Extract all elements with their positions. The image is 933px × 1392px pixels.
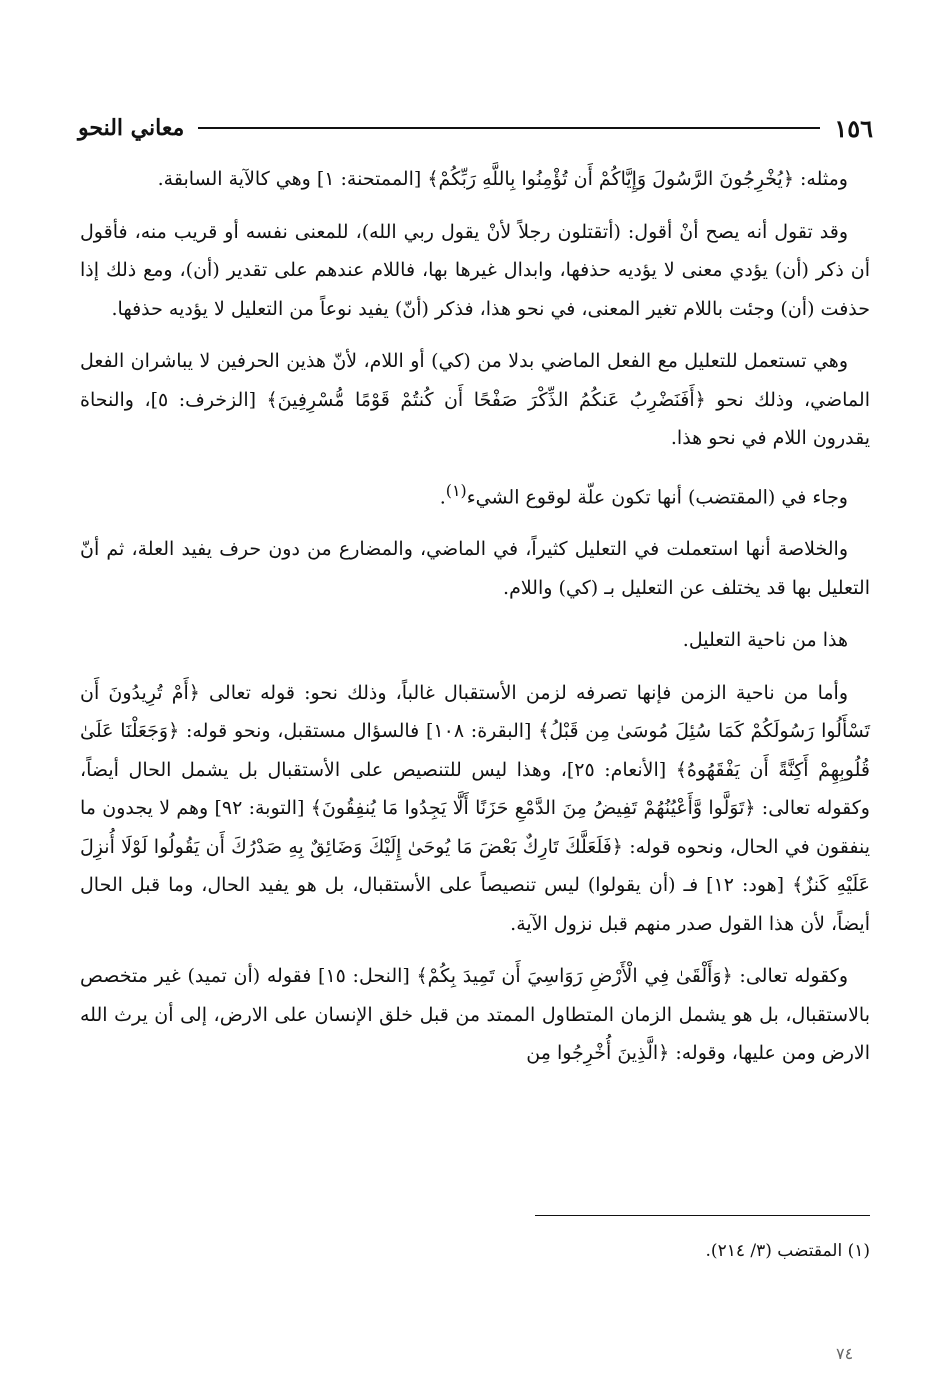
footnote-rule [535, 1215, 870, 1216]
paragraph-2: وقد تقول أنه يصح أنْ أقول: (أتقتلون رجلاً لأنْ يقول ربي الله)، للمعنى نفسه أو قريب منه، فأقول أن ذكر (أن) يؤدي معنى لا يؤديه حذفها، وابدال غيرها بها، فاللام عندهم على تقدير (أن)، ومع ذلك إذا حذفت (أن) وجئت باللام تغير المعنى، في نحو هذا، فذكر (أنّ) يفيد نوعاً من التعليل لا يؤديه حذفها. [80, 220, 870, 320]
paragraph-1: ومثله: ﴿يُخْرِجُونَ الرَّسُولَ وَإِيَّاكُمْ أَن تُؤْمِنُوا بِاللَّهِ رَبِّكُمْ﴾ [الممتحنة: ١] وهي كالآية السابقة. [157, 168, 848, 190]
page-header [78, 108, 873, 148]
body-text [80, 160, 870, 1087]
paragraph-4-text: وجاء في (المقتضب) أنها تكون علّة لوقوع الشيء [466, 485, 848, 508]
paragraph-5: والخلاصة أنها استعملت في التعليل كثيراً، في الماضي، والمضارع من دون حرف يفيد العلة، ثم أنّ التعليل بها قد يختلف عن التعليل بـ (كي) واللام. [80, 538, 870, 599]
footnote-reference: (١) [445, 480, 467, 500]
book-title: معاني النحو [78, 115, 185, 141]
page-number: ١٥٦ [834, 113, 873, 143]
folio-mark: ٧٤ [836, 1344, 854, 1363]
paragraph-8: وكقوله تعالى: ﴿وَأَلْقَىٰ فِي الْأَرْضِ رَوَاسِيَ أَن تَمِيدَ بِكُمْ﴾ [النحل: ١٥] فقوله (أن تميد) غير متخصص بالاستقبال، بل هو يشمل الزمان المتطاول الممتد من قبل خلق الإنسان على الارض، إلى أن يرث الله الارض ومن عليها، وقوله: ﴿الَّذِينَ أُخْرِجُوا مِن [80, 965, 870, 1065]
footnote: (١) المقتضب (٣/ ٢١٤). [705, 1241, 870, 1261]
paragraph-7: وأما من ناحية الزمن فإنها تصرفه لزمن الأستقبال غالباً، وذلك نحو: قوله تعالى ﴿أَمْ تُرِيدُونَ أَن تَسْأَلُوا رَسُولَكُمْ كَمَا سُئِلَ مُوسَىٰ مِن قَبْلُ﴾ [البقرة: ١٠٨] فالسؤال مستقبل، ونحو قوله: ﴿وَجَعَلْنَا عَلَىٰ قُلُوبِهِمْ أَكِنَّةً أَن يَفْقَهُوهُ﴾ [الأنعام: ٢٥]، وهذا ليس للتنصيص على الأستقبال بل يشمل الحال أيضاً، وكقوله تعالى: ﴿تَوَلَّوا وَّأَعْيُنُهُمْ تَفِيضُ مِنَ الدَّمْعِ حَزَنًا أَلَّا يَجِدُوا مَا يُنفِقُونَ﴾ [التوبة: ٩٢] وهم لا يجدون ما ينفقون في الحال، ونحوه قوله: ﴿فَلَعَلَّكَ تَارِكٌ بَعْضَ مَا يُوحَىٰ إِلَيْكَ وَضَائِقٌ بِهِ صَدْرُكَ أَن يَقُولُوا لَوْلَا أُنزِلَ عَلَيْهِ كَنزٌ﴾ [هود: ١٢] فـ (أن يقولوا) ليس تنصيصاً على الأستقبال، بل هو يفيد الحال، وما قبل الحال أيضاً، لأن هذا القول صدر منهم قبل نزول الآية. [80, 681, 871, 935]
header-rule [198, 127, 820, 129]
paragraph-4: وجاء في (المقتضب) أنها تكون علّة لوقوع الشيء$^{(١)}$. [439, 480, 848, 508]
paragraph-3: وهي تستعمل للتعليل مع الفعل الماضي بدلا من (كي) أو اللام، لأنّ هذين الحرفين لا يباشران الفعل الماضي، وذلك نحو ﴿أَفَنَضْرِبُ عَنكُمُ الذِّكْرَ صَفْحًا أَن كُنتُمْ قَوْمًا مُّسْرِفِينَ﴾ [الزخرف: ٥]، والنحاة يقدرون اللام في نحو هذا. [80, 350, 870, 449]
paragraph-6: هذا من ناحية التعليل. [682, 629, 848, 652]
